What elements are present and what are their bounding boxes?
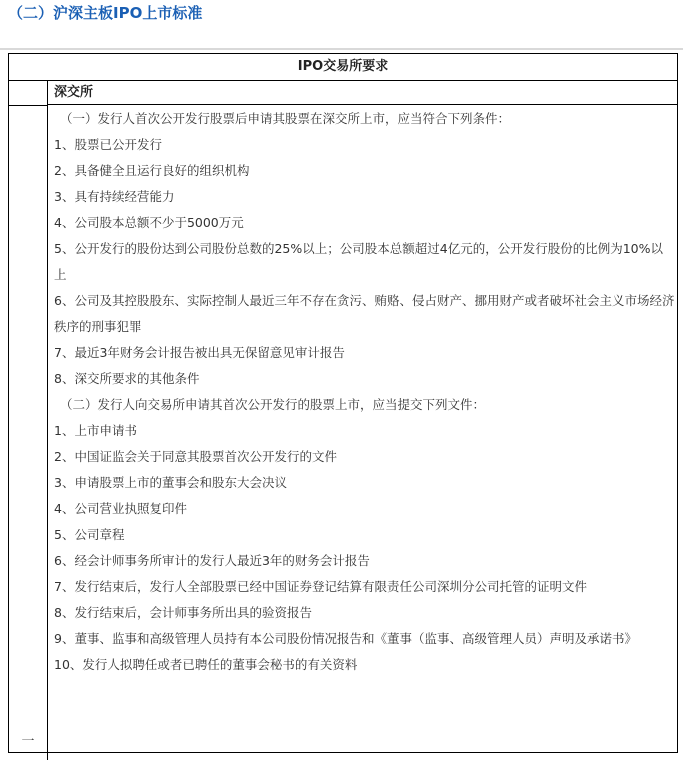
list-item: 6、公司及其控股股东、实际控制人最近三年不存在贪污、贿赂、侵占财产、挪用财产或者破坏社会主义市场经济秩序的刑事犯罪	[54, 293, 675, 334]
requirements-table	[8, 53, 678, 753]
list-item: 2、具备健全且运行良好的组织机构	[54, 163, 250, 178]
list-item: 8、深交所要求的其他条件	[54, 371, 200, 386]
list-item: 8、发行结束后，会计师事务所出具的验资报告	[54, 605, 312, 620]
table-header: IPO交易所要求	[9, 54, 677, 81]
list-item: 1、股票已公开发行	[54, 137, 162, 152]
list-item: 1、上市申请书	[54, 423, 137, 438]
list-item: 3、具有持续经营能力	[54, 189, 175, 204]
divider	[0, 48, 683, 50]
list-item: 7、最近3年财务会计报告被出具无保留意见审计报告	[54, 345, 345, 360]
requirements-list	[48, 106, 677, 678]
list-item: 6、经会计师事务所审计的发行人最近3年的财务会计报告	[54, 553, 370, 568]
list-item: 4、公司营业执照复印件	[54, 501, 187, 516]
section-title: （一）发行人首次公开发行股票后申请其股票在深交所上市，应当符合下列条件：	[60, 111, 511, 126]
section-title: （二）发行人向交易所申请其首次公开发行的股票上市，应当提交下列文件：	[60, 397, 486, 412]
left-column-divider	[9, 105, 47, 106]
list-item: 9、董事、监事和高级管理人员持有本公司股份情况报告和《董事（监事、高级管理人员）声明及承诺书》	[54, 631, 637, 646]
list-item: 7、发行结束后，发行人全部股票已经中国证券登记结算有限责任公司深圳分公司托管的证明文件	[54, 579, 587, 594]
left-column	[9, 80, 48, 760]
list-item: 5、公司章程	[54, 527, 125, 542]
list-item: 3、申请股票上市的董事会和股东大会决议	[54, 475, 287, 490]
section-heading: （二）沪深主板IPO上市标准	[8, 4, 203, 22]
list-item: 10、发行人拟聘任或者已聘任的董事会秘书的有关资料	[54, 657, 358, 672]
list-item: 4、公司股本总额不少于5000万元	[54, 215, 244, 230]
list-item: 5、公开发行的股份达到公司股份总数的25%以上；公司股本总额超过4亿元的，公开发行股份的比例为10%以上	[54, 241, 663, 282]
exchange-name: 深交所	[48, 80, 677, 105]
row-number-label: 一	[21, 734, 35, 749]
list-item: 2、中国证监会关于同意其股票首次公开发行的文件	[54, 449, 337, 464]
